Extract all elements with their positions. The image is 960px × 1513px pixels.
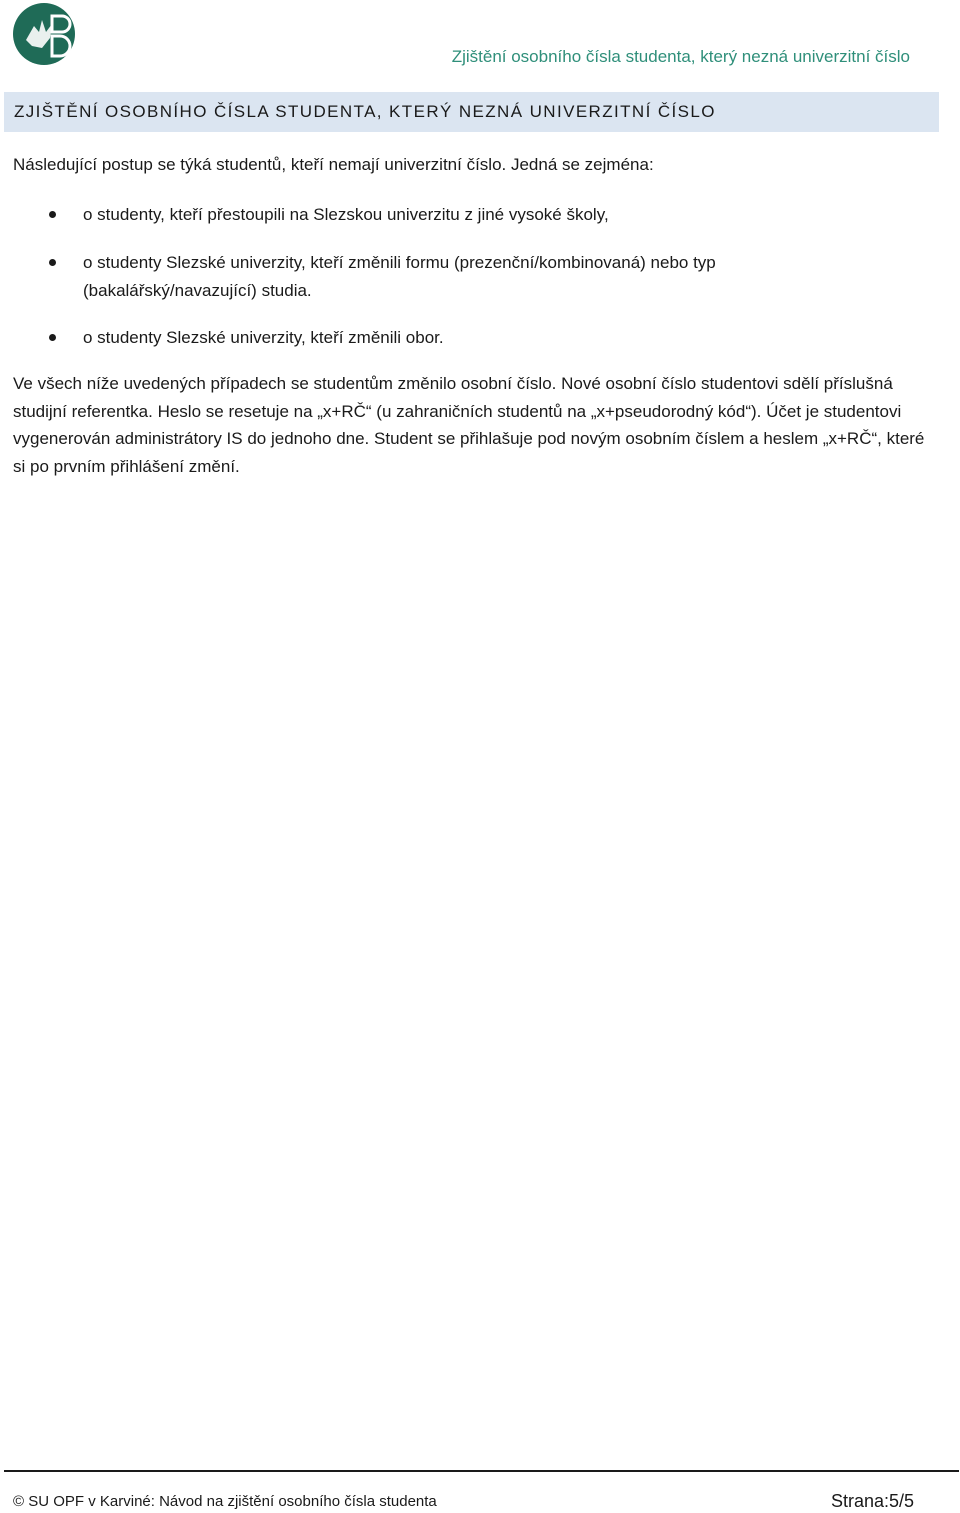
bullet-dot-icon <box>49 211 56 218</box>
body-paragraph: Ve všech níže uvedených případech se studentům změnilo osobní číslo. Nové osobní číslo studentovi sdělí příslušná studijní referentka. Heslo se resetuje na „x+RČ“ (u zahraničních studentů na „x+pseudorodný kód“). Účet je studentovi vygenerován administrátory IS do jednoho dne. Student se přihlašuje pod novým osobním číslem a heslem „x+RČ“, které si po prvním přihlášení změní. <box>13 374 925 476</box>
list-item-text: o studenty, kteří přestoupili na Slezskou univerzitu z jiné vysoké školy, <box>83 205 609 224</box>
list-item-text: o studenty Slezské univerzity, kteří změnili obor. <box>83 328 444 347</box>
section-heading-bar <box>4 92 939 132</box>
bullet-dot-icon <box>49 259 56 266</box>
list-item-text: o studenty Slezské univerzity, kteří změnili formu (prezenční/kombinovaná) nebo typ (bakalářský/navazující) studia. <box>83 253 716 300</box>
running-header-title: Zjištění osobního čísla studenta, který nezná univerzitní číslo <box>451 47 910 66</box>
bullet-dot-icon <box>49 334 56 341</box>
bullet-list <box>0 201 960 372</box>
page-number: Strana:5/5 <box>830 1491 914 1511</box>
section-heading: ZJIŠTĚNÍ OSOBNÍHO ČÍSLA STUDENTA, KTERÝ NEZNÁ UNIVERZITNÍ ČÍSLO <box>14 102 716 121</box>
list-item <box>0 249 960 305</box>
footer-divider <box>4 1470 959 1472</box>
university-logo <box>12 2 76 66</box>
footer-copyright: © SU OPF v Karviné: Návod na zjištění osobního čísla studenta <box>13 1493 437 1510</box>
intro-paragraph: Následující postup se týká studentů, kteří nemají univerzitní číslo. Jedná se zejména: <box>13 155 654 174</box>
list-item <box>0 201 960 229</box>
list-item <box>0 324 960 352</box>
